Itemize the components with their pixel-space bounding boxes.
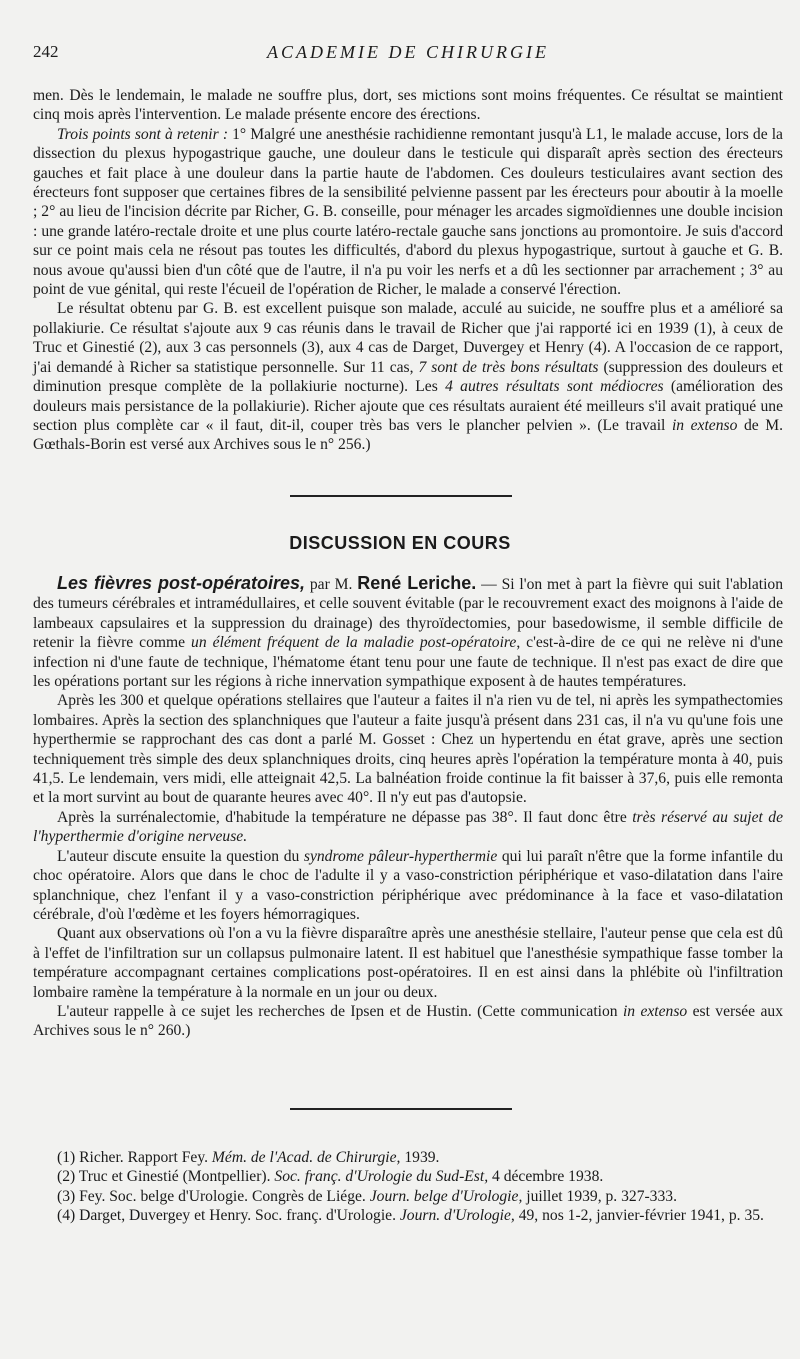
- text-run: (2) Truc et Ginestié (Montpellier).: [57, 1168, 275, 1186]
- article-lead-text: — Si l'on met à part la fièvre qui suit l'ablation des tumeurs cérébrales et intramédullaires, et celle souvent évitable (par le recouvrement exact des moignons à l'aide de lambeaux capsulaires et la suppression du drainage) des thyroïdectomies, pour basedowisme, il semble difficile de retenir la fièvre comme: [33, 576, 783, 652]
- footnotes: [33, 1148, 783, 1225]
- text-run: L'auteur rappelle à ce sujet les recherches de Ipsen et de Hustin. (Cette communication: [57, 1002, 623, 1020]
- text-run: de M. Gœthals-Borin est versé aux Archives sous le n° 256.): [33, 416, 783, 454]
- text-run: (1) Richer. Rapport Fey.: [57, 1149, 212, 1166]
- italic-text: Soc. franç. d'Urologie du Sud-Est,: [274, 1168, 489, 1186]
- footnote-divider: [290, 1108, 512, 1110]
- text-run: 1939.: [400, 1149, 440, 1166]
- text-run: (amélioration des douleurs mais persistance de la pollakiurie). Richer ajoute que ces résultats auraient été meilleurs s'il avait pratiqué une section plus complète car « il faut, dit-il, couper très bas vers le plancher pelvien ». (Le travail: [33, 378, 783, 434]
- running-title: ACADEMIE DE CHIRURGIE: [267, 42, 549, 62]
- text-run: men. Dès le lendemain, le malade ne souffre plus, dort, ses mictions sont moins fréquentes. Ce résultat se maintient cinq mois après l'intervention. Le malade présente encore des érections.: [33, 87, 783, 124]
- text-run: 49, nos 1-2, janvier-février 1941, p. 35.: [514, 1206, 764, 1224]
- article-title: Les fièvres post-opératoires,: [57, 573, 305, 593]
- text-run: Après les 300 et quelque opérations stellaires que l'auteur a faites il n'a rien vu de tel, ni après les sympathectomies lombaires. Après la section des splanchniques que l'auteur a faite jusqu'à présent dans 231 cas, il n'a vu qu'une fois une hyperthermie se rapprochant des cas dont a parlé M. Gosset : Chez un hypertendu en état grave, après une section techniquement très simple des deux splanchniques droits, cinq heures après l'opération la température monta à 40, puis 41,5. Le lendemain, vers midi, elle atteignait 42,5. La balnéation froide continue la fit baisser à 37,6, puis elle remonta et la mort survint au bout de quarante heures avec 40°. Il n'y eut pas d'autopsie.: [33, 692, 783, 807]
- italic-text: Journ. belge d'Urologie,: [369, 1187, 523, 1205]
- paragraph-p2: [33, 125, 783, 300]
- page-header: [33, 42, 783, 68]
- paragraph-p1: [33, 86, 783, 125]
- text-run: (3) Fey. Soc. belge d'Urologie. Congrès de Liége.: [57, 1187, 370, 1205]
- italic-text: 4 autres résultats sont médiocres: [445, 378, 664, 396]
- text-run: (suppression des douleurs et diminution presque complète de la pollakiurie nocturne). Les: [33, 358, 784, 396]
- text-run: Quant aux observations où l'on a vu la fièvre disparaître après une anesthésie stellaire, l'auteur pense que cela est dû à l'effet de l'infiltration sur un collapsus pulmonaire latent. Il est habituel que l'anesthésie sympathique fasse tomber la température accompagnant certaines complications post-opératoires. Il en est ainsi dans la phlébite où l'infiltration lombaire ramène la température à la normale en un jour ou deux.: [33, 925, 783, 1001]
- italic-text: in extenso: [622, 1002, 688, 1020]
- article-byline: par M.: [305, 576, 358, 593]
- italic-text: Trois points sont à retenir :: [57, 125, 229, 143]
- italic-text: Journ. d'Urologie,: [399, 1206, 515, 1224]
- italic-text: syndrome pâleur-hyperthermie: [303, 847, 498, 865]
- italic-text: in extenso: [671, 416, 738, 434]
- footnote-fn4: [33, 1206, 783, 1225]
- text-run: juillet 1939, p. 327-333.: [522, 1187, 677, 1205]
- text-run: L'auteur discute ensuite la question du: [57, 847, 304, 865]
- text-run: Après la surrénalectomie, d'habitude la température ne dépasse pas 38°. Il faut donc être: [57, 808, 633, 826]
- article-paragraph-a3: [33, 808, 783, 847]
- italic-text: très réservé au sujet de l'hyperthermie d'origine nerveuse.: [33, 808, 783, 846]
- page-number: 242: [33, 42, 59, 61]
- article-author: René Leriche.: [357, 573, 477, 593]
- footnote-fn3: [33, 1187, 783, 1206]
- article-paragraph-a5: [33, 924, 783, 1002]
- section-heading: DISCUSSION EN COURS: [289, 533, 511, 553]
- article-lead-paragraph: [33, 574, 783, 691]
- paragraph-p3: [33, 299, 783, 454]
- footnote-fn1: [33, 1148, 783, 1167]
- text-run: 4 décembre 1938.: [488, 1168, 604, 1186]
- continued-article-text: [33, 86, 783, 455]
- article-lead-italic: un élément fréquent de la maladie post-opératoire: [191, 634, 517, 652]
- section-divider: [290, 495, 512, 497]
- text-run: (4) Darget, Duvergey et Henry. Soc. franç. d'Urologie.: [57, 1206, 400, 1224]
- text-run: 1° Malgré une anesthésie rachidienne remontant jusqu'à L1, le malade accuse, lors de la dissection du plexus hypogastrique gauche, une douleur dans le testicule qui disparaît après section des érecteurs gauches et fait place à une douleur dans la partie haute de l'abdomen. Ces douleurs testiculaires avant section des érecteurs font supposer que certaines fibres de la sensibilité pelvienne passent par les érecteurs pour aboutir à la moelle ; 2° au lieu de l'incision décrite par Richer, G. B. conseille, pour ménager les arcades sigmoïdiennes une double incision : une grande latéro-rectale droite et une plus courte latéro-rectale gauche sans jonctions au promontoire. Je suis d'accord sur ce point mais cela ne résout pas toutes les difficultés, d'abord du plexus hypogastrique, surtout à gauche et G. B. nous avoue qu'aussi bien d'un côté que de l'autre, il n'a pu voir les nerfs et a dû les sectionner par arrachement ; 3° au point de vue génital, qui reste l'écueil de l'opération de Richer, le malade a conservé l'érection.: [33, 125, 783, 299]
- italic-text: 7 sont de très bons résultats: [418, 358, 599, 376]
- article-lead-tail: , c'est-à-dire de ce qui ne relève ni d'une infection ni d'une faute de technique, l'hématome étant tenu pour une faute de technique. Il n'est pas exact de dire que les opérations portant sur les régions à riche innervation sympathique exposent à de hautes températures.: [33, 634, 783, 691]
- article-paragraph-a6: [33, 1002, 783, 1041]
- article-paragraph-a2: [33, 691, 783, 807]
- text-run: est versée aux Archives sous le n° 260.): [33, 1002, 783, 1040]
- footnote-fn2: [33, 1167, 783, 1186]
- article-paragraph-a4: [33, 847, 783, 925]
- text-run: Le résultat obtenu par G. B. est excellent puisque son malade, acculé au suicide, ne souffre plus et a amélioré sa pollakiurie. Ce résultat s'ajoute aux 9 cas réunis dans le travail de Richer que j'ai rapporté ici en 1939 (1), à ceux de Truc et Ginestié (2), aux 3 cas personnels (3), aux 4 cas de Darget, Duvergey et Henry (4). A l'occasion de ce rapport, j'ai demandé à Richer sa statistique personnelle. Sur 11 cas,: [33, 300, 783, 376]
- italic-text: Mém. de l'Acad. de Chirurgie,: [211, 1149, 401, 1166]
- article-body: [33, 574, 783, 1041]
- text-run: qui lui paraît n'être que la forme infantile du choc opératoire. Alors que dans le choc de l'adulte il y a vaso-constriction périphérique et vaso-dilatation dans l'aire splanchnique, chez l'enfant il y a vaso-constriction périphérique avec prédominance à la face et vaso-dilatation cérébrale, d'où l'œdème et les foyers hémorragiques.: [33, 847, 784, 923]
